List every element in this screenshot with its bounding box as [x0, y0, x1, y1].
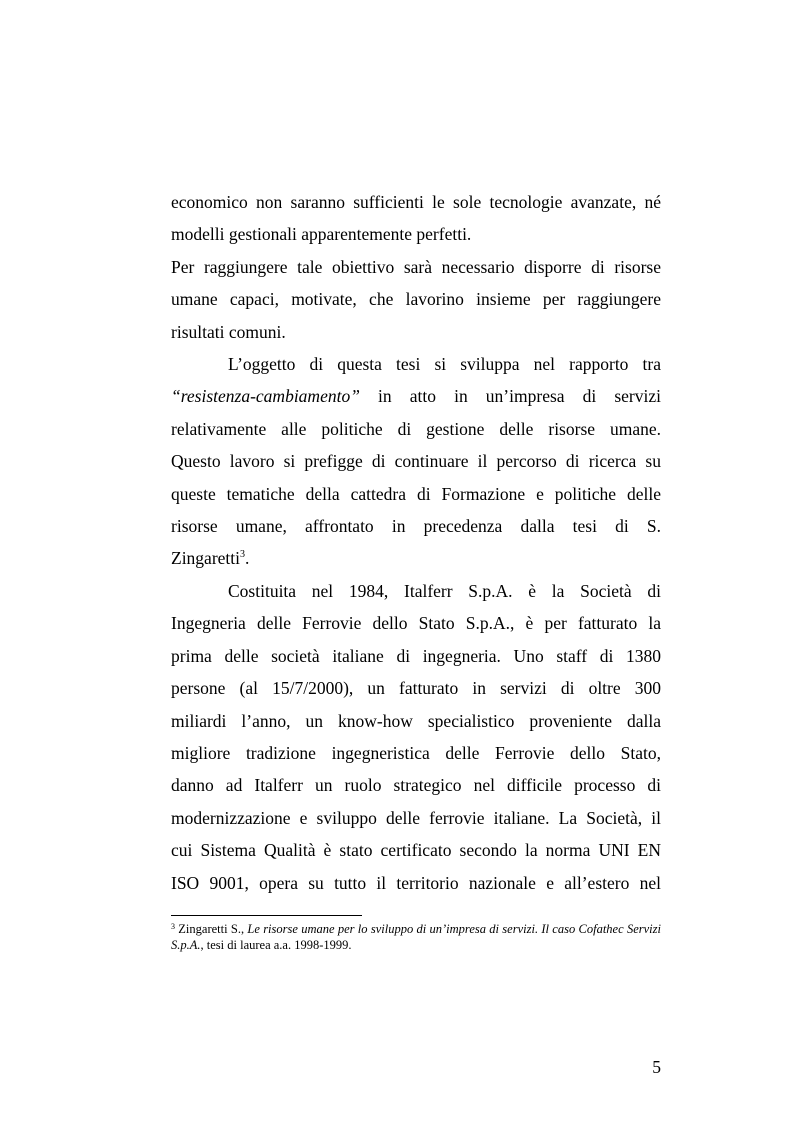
paragraph-3 — [171, 348, 661, 575]
paragraph-3-line-4: Questo lavoro si prefigge di continuare il percorso di ricerca su — [171, 451, 661, 472]
footnote-divider — [171, 915, 362, 916]
paragraph-3-line-1: L’oggetto di questa tesi si sviluppa nel rapporto tra — [228, 354, 661, 375]
paragraph-4-line-7: danno ad Italferr un ruolo strategico nel difficile processo di — [171, 775, 661, 796]
paragraph-3-line-5: queste tematiche della cattedra di Formazione e politiche delle — [171, 483, 661, 504]
paragraph-4-line-9: cui Sistema Qualità è stato certificato secondo la norma UNI EN — [171, 840, 661, 861]
paragraph-4-line-10: ISO 9001, opera su tutto il territorio nazionale e all’estero nel — [171, 872, 661, 893]
paragraph-4-line-6: migliore tradizione ingegneristica delle Ferrovie dello Stato, — [171, 742, 661, 763]
page-number: 5 — [652, 1057, 661, 1077]
body-text — [171, 186, 661, 899]
footnote-title-2: Servizi S.p.A. — [171, 922, 661, 952]
paragraph-3-line-2-rest: in atto in un’impresa di servizi — [359, 386, 661, 407]
paragraph-3-line-7 — [171, 542, 661, 574]
paragraph-3-line-7-text: Zingaretti — [171, 548, 241, 569]
footnote-rest: , tesi di laurea a.a. 1998-1999. — [200, 937, 352, 952]
paragraph-4-line-3: prima delle società italiane di ingegneria. Uno staff di 1380 — [171, 645, 661, 666]
paragraph-3-line-2 — [171, 380, 661, 412]
paragraph-3-line-7-end: . — [245, 548, 250, 569]
paragraph-2 — [171, 251, 661, 348]
italic-phrase: “resistenza-cambiamento” — [171, 386, 360, 407]
footnote-reference[interactable]: 3 — [240, 549, 246, 561]
footnote-author: Zingaretti S., — [175, 922, 248, 936]
paragraph-4-line-1: Costituita nel 1984, Italferr S.p.A. è la Società di — [228, 580, 661, 601]
footnote — [171, 922, 661, 953]
paragraph-4-line-5: miliardi l’anno, un know-how specialistico proveniente dalla — [171, 710, 661, 731]
paragraph-4-line-4: persone (al 15/7/2000), un fatturato in servizi di oltre 300 — [171, 678, 661, 699]
footnote-marker: 3 — [171, 922, 175, 931]
paragraph-2-line-1: Per raggiungere tale obiettivo sarà necessario disporre di risorse — [171, 256, 661, 277]
paragraph-1-line-1: economico non saranno sufficienti le sole tecnologie avanzate, né — [171, 192, 661, 212]
paragraph-2-line-2: umane capaci, motivate, che lavorino insieme per raggiungere — [171, 289, 661, 310]
paragraph-4-line-8: modernizzazione e sviluppo delle ferrovie italiane. La Società, il — [171, 807, 661, 828]
paragraph-3-line-6: risorse umane, affrontato in precedenza dalla tesi di S. — [171, 516, 661, 537]
paragraph-4-line-2: Ingegneria delle Ferrovie dello Stato S.p.A., è per fatturato la — [171, 613, 661, 634]
paragraph-2-line-3: risultati comuni. — [171, 321, 286, 342]
paragraph-1-line-2: modelli gestionali apparentemente perfetti. — [171, 224, 472, 245]
footnote-title-1: Le risorse umane per lo sviluppo di un’impresa di servizi. Il caso Cofathec — [247, 922, 624, 936]
paragraph-4 — [171, 575, 661, 899]
paragraph-3-line-3: relativamente alle politiche di gestione delle risorse umane. — [171, 418, 661, 439]
paragraph-1 — [171, 186, 661, 251]
